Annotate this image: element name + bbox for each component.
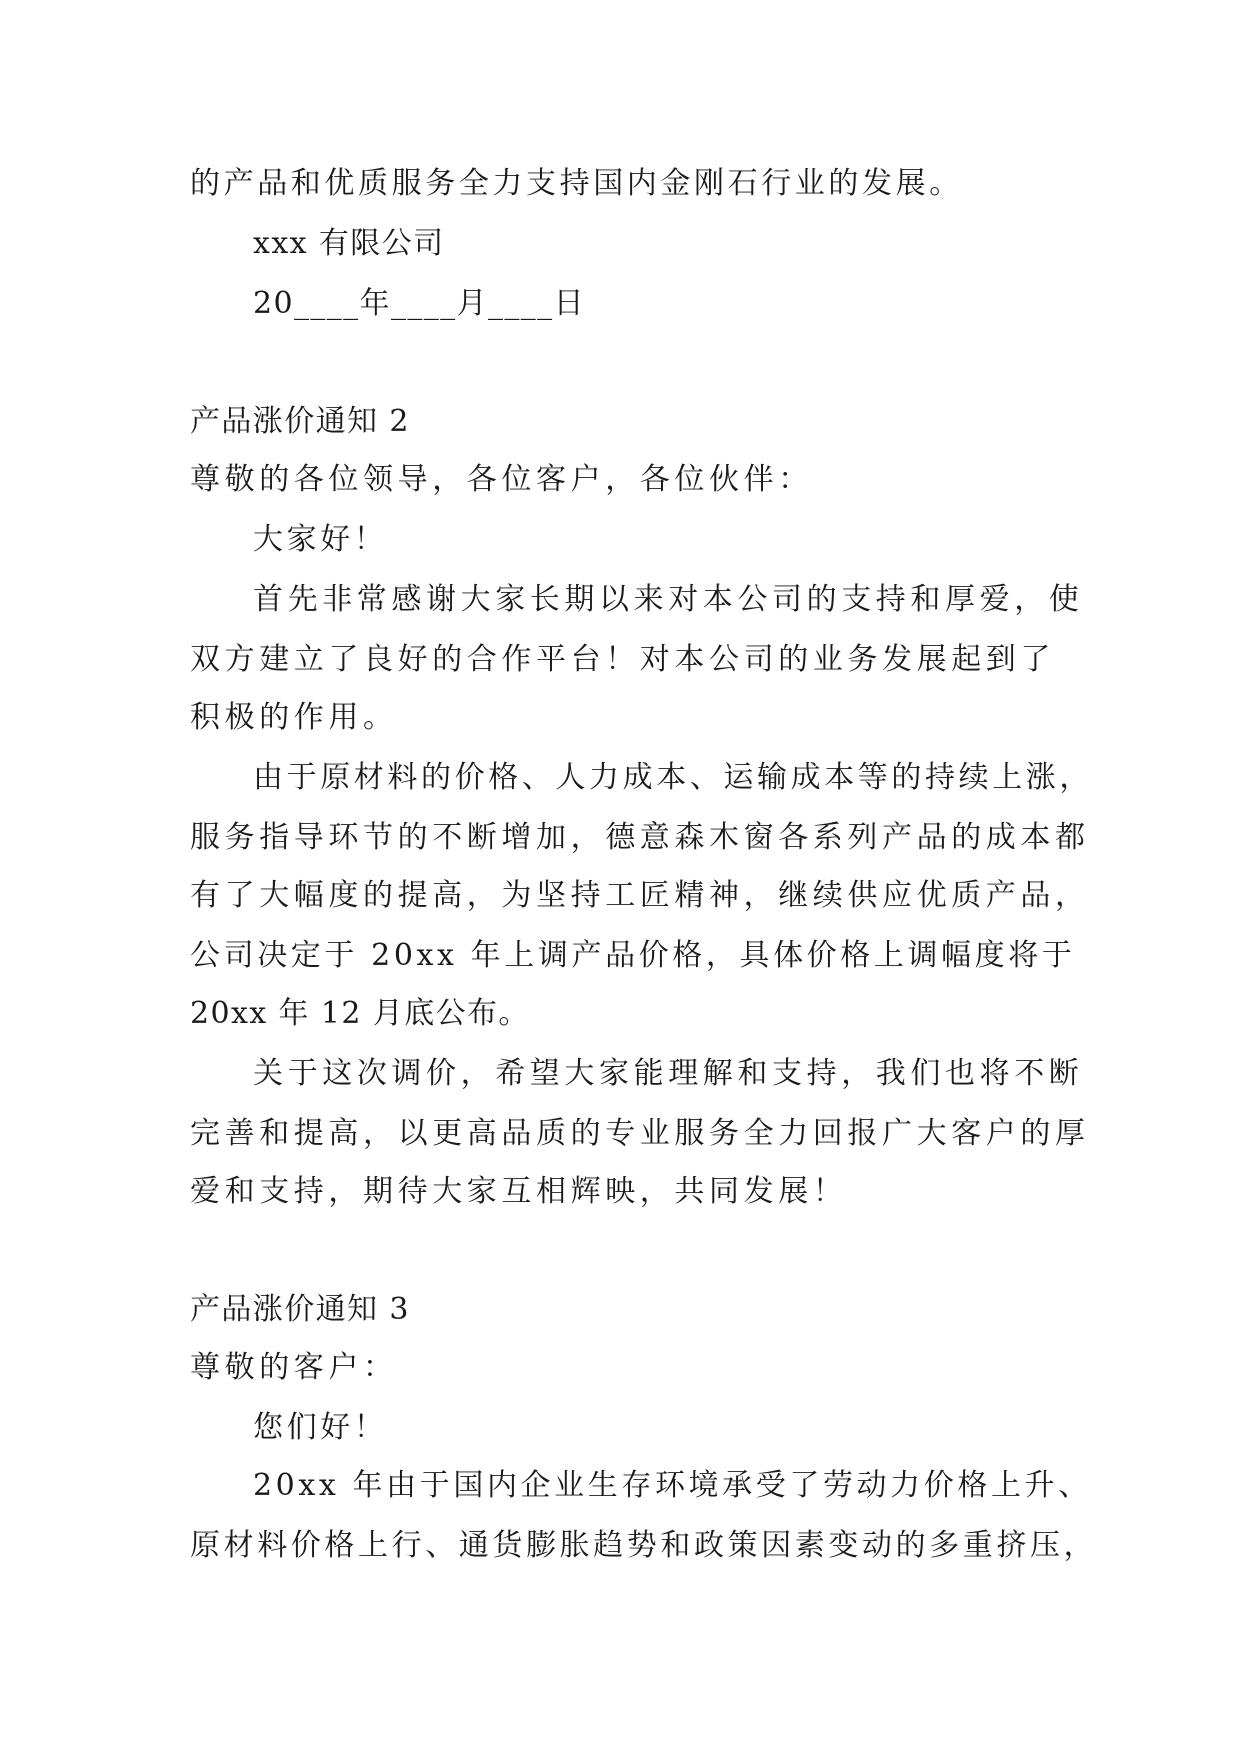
paragraph-line: 双方建立了良好的合作平台！对本公司的业务发展起到了 xyxy=(190,642,1055,677)
paragraph-line: 完善和提高，以更高品质的专业服务全力回报广大客户的厚 xyxy=(190,1116,1090,1151)
paragraph-line: 首先非常感谢大家长期以来对本公司的支持和厚爱，使 xyxy=(253,582,1084,617)
paragraph-line: 原材料价格上行、通货膨胀趋势和政策因素变动的多重挤压， xyxy=(190,1528,1098,1563)
date-line: 20____年____月____日 xyxy=(253,286,585,321)
paragraph-line: 积极的作用。 xyxy=(190,700,398,735)
section-title: 产品涨价通知 3 xyxy=(190,1292,410,1327)
company-name: xxx 有限公司 xyxy=(253,226,445,261)
salutation: 尊敬的客户： xyxy=(190,1350,398,1385)
paragraph-line: 爱和支持，期待大家互相辉映，共同发展！ xyxy=(190,1174,848,1209)
salutation: 尊敬的各位领导，各位客户，各位伙伴： xyxy=(190,462,813,497)
paragraph-line: 有了大幅度的提高，为坚持工匠精神，继续供应优质产品， xyxy=(190,878,1090,913)
paragraph-line: 的产品和优质服务全力支持国内金刚石行业的发展。 xyxy=(190,166,963,201)
paragraph-line: 20xx 年由于国内企业生存环境承受了劳动力价格上升、 xyxy=(253,1468,1092,1503)
greeting: 大家好！ xyxy=(253,522,388,557)
section-title: 产品涨价通知 2 xyxy=(190,404,410,439)
paragraph-line: 20xx 年 12 月底公布。 xyxy=(190,996,530,1031)
greeting: 您们好！ xyxy=(253,1410,388,1445)
paragraph-line: 由于原材料的价格、人力成本、运输成本等的持续上涨， xyxy=(253,760,1093,795)
paragraph-line: 关于这次调价，希望大家能理解和支持，我们也将不断 xyxy=(253,1056,1084,1091)
paragraph-line: 公司决定于 20xx 年上调产品价格，具体价格上调幅度将于 xyxy=(190,938,1076,973)
paragraph-line: 服务指导环节的不断增加，德意森木窗各系列产品的成本都 xyxy=(190,820,1090,855)
